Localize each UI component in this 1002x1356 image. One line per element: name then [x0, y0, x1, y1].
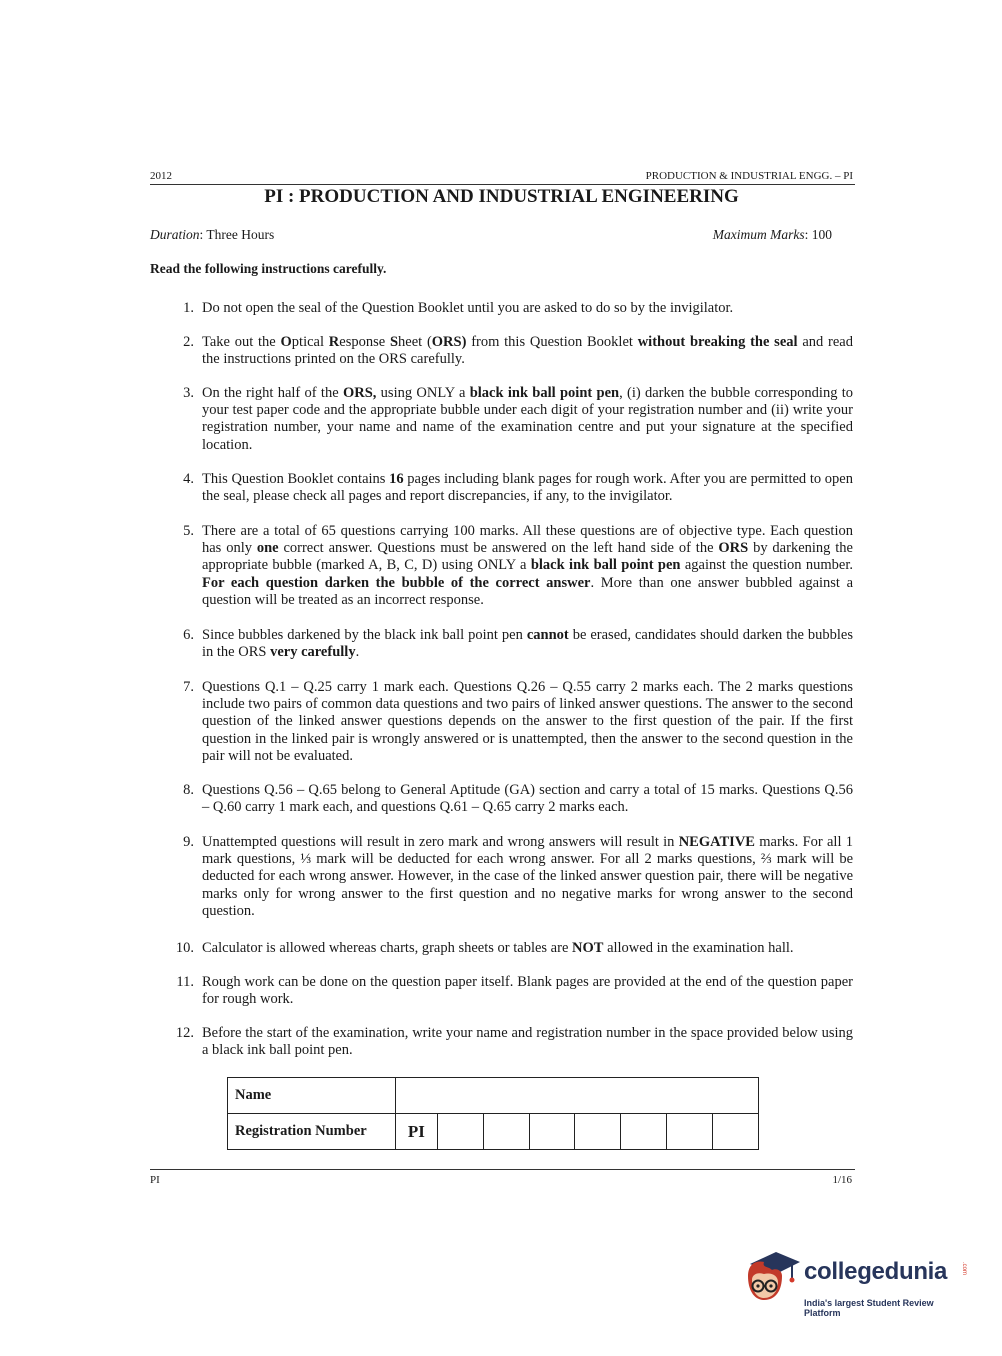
instruction-text: Rough work can be done on the question paper itself. Blank pages are provided at the end of the question paper for rough work. — [202, 974, 853, 1008]
registration-digit-box[interactable] — [575, 1114, 621, 1150]
instruction-number: 2. — [183, 334, 194, 350]
registration-digit-box[interactable] — [667, 1114, 713, 1150]
name-field[interactable] — [396, 1078, 759, 1114]
registration-prefix: PI — [396, 1114, 438, 1150]
instruction-number: 8. — [183, 782, 194, 798]
max-marks-value: : 100 — [804, 227, 832, 242]
instruction-text: On the right half of the ORS, using ONLY a black ink ball point pen, (i) darken the bubble corresponding to your test paper code and the appropriate bubble under each digit of your registration number and (ii) write your registration number, your name and name of the examination centre and put your signature at the specified location. — [202, 385, 854, 453]
instruction-number: 4. — [183, 471, 194, 487]
instruction-text: Questions Q.1 – Q.25 carry 1 mark each. Questions Q.26 – Q.55 carry 2 marks each. The 2 marks questions include two pairs of common data questions and two pairs of linked answer questions. The answer to the second question of the linked answer questions depends on the answer to the first question of the pair. If the first question in the linked pair is wrongly answered or is unattempted, then the answer to the second question in the pair will not be evaluated. — [202, 679, 853, 764]
registration-label: Registration Number — [228, 1114, 396, 1150]
instruction-text: Do not open the seal of the Question Booklet until you are asked to do so by the invigilator. — [202, 300, 734, 316]
footer-rule — [150, 1169, 855, 1170]
max-marks-label: Maximum Marks — [712, 227, 805, 242]
instruction-text: Calculator is allowed whereas charts, graph sheets or tables are NOT allowed in the examination hall. — [202, 940, 794, 956]
instruction-number: 5. — [183, 523, 194, 539]
header-rule — [150, 184, 855, 185]
footer-page-number: 1/16 — [832, 1174, 852, 1186]
collegedunia-watermark — [742, 1250, 972, 1320]
footer-paper-code: PI — [150, 1174, 160, 1186]
instruction-text: Take out the Optical Response Sheet (ORS) from this Question Booklet without breaking the seal and read the instructions printed on the ORS carefully. — [202, 334, 853, 368]
collegedunia-mascot-icon — [742, 1250, 802, 1316]
registration-digit-box[interactable] — [529, 1114, 575, 1150]
instruction-text: Questions Q.56 – Q.65 belong to General Aptitude (GA) section and carry a total of 15 marks. Questions Q.56 – Q.60 carry 1 mark each, and questions Q.61 – Q.65 carry 2 marks each. — [202, 782, 853, 816]
instruction-number: 6. — [183, 627, 194, 643]
instruction-number: 3. — [183, 385, 194, 401]
instruction-number: 11. — [176, 974, 194, 990]
duration-value: : Three Hours — [199, 227, 275, 242]
duration — [150, 227, 274, 243]
registration-digit-box[interactable] — [483, 1114, 529, 1150]
max-marks — [713, 227, 832, 243]
registration-digit-box[interactable] — [621, 1114, 667, 1150]
instruction-number: 12. — [175, 1025, 194, 1041]
instruction-number: 1. — [183, 300, 194, 316]
registration-digit-box[interactable] — [437, 1114, 483, 1150]
header-year: 2012 — [150, 170, 172, 182]
brand-name: collegedunia — [804, 1258, 948, 1285]
instruction-text: Unattempted questions will result in zero mark and wrong answers will result in NEGATIVE marks. For all 1 mark questions, ⅓ mark will be deducted for each wrong answer. For all 2 marks questions, ⅔ mark will be deducted for each wrong answer. However, in the case of the linked answer question pair, there will be negative marks only for wrong answer to the first question and no negative marks for wrong answer to the second question. — [202, 834, 853, 919]
instruction-number: 10. — [175, 940, 194, 956]
instruction-number: 7. — [183, 679, 194, 695]
instruction-number: 9. — [183, 834, 194, 850]
instructions-heading: Read the following instructions carefully. — [150, 261, 387, 276]
instruction-text: There are a total of 65 questions carrying 100 marks. All these questions are of objective type. Each question has only one correct answer. Questions must be answered on the left hand side of the ORS by darkening the appropriate bubble (marked A, B, C, D) using ONLY a black ink ball point pen against the question number. For each question darken the bubble of the correct answer. More than one answer bubbled against a question will be treated as an incorrect response. — [202, 523, 854, 608]
instruction-text: Before the start of the examination, write your name and registration number in the space provided below using a black ink ball point pen. — [202, 1025, 853, 1059]
duration-label: Duration — [150, 227, 200, 242]
page-title: PI : PRODUCTION AND INDUSTRIAL ENGINEERING — [264, 186, 739, 207]
registration-digit-box[interactable] — [713, 1114, 759, 1150]
brand-tagline: India's largest Student Review Platform — [804, 1298, 934, 1318]
header-paper-code: PRODUCTION & INDUSTRIAL ENGG. – PI — [645, 170, 853, 182]
instruction-text: Since bubbles darkened by the black ink ball point pen cannot be erased, candidates should darken the bubbles in the ORS very carefully. — [202, 627, 853, 661]
brand-dotcom: .com — [961, 1262, 967, 1276]
name-label: Name — [228, 1078, 396, 1114]
instruction-text: This Question Booklet contains 16 pages including blank pages for rough work. After you are permitted to open the seal, please check all pages and report discrepancies, if any, to the invigilator. — [202, 471, 853, 505]
registration-form — [227, 1077, 759, 1150]
